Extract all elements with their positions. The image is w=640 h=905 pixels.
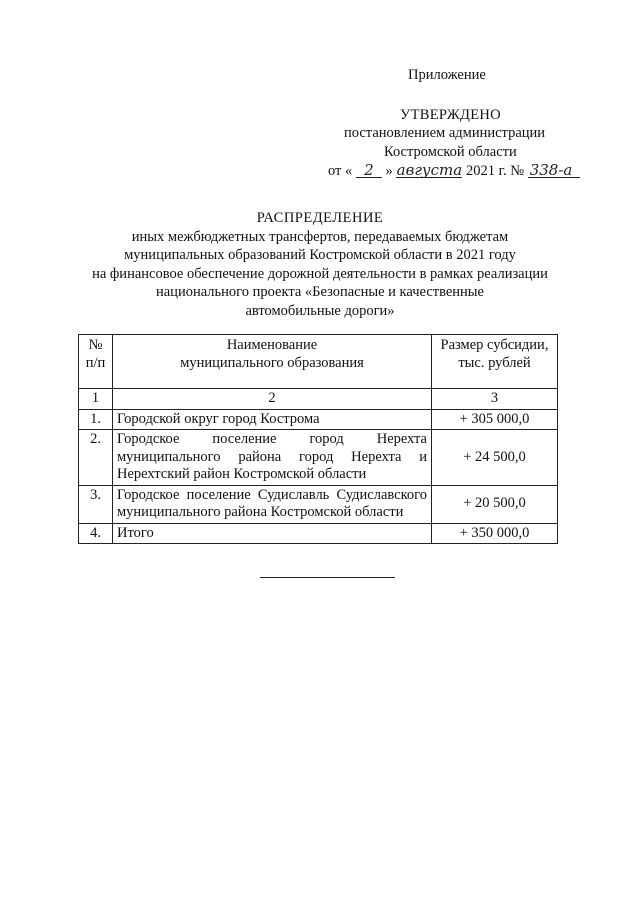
appendix-label: Приложение <box>408 67 486 83</box>
row-name: Городское поселение Судиславль Судиславского муниципального района Костромской области <box>113 485 432 523</box>
header-name-line: муниципального образования <box>180 354 364 371</box>
table-header-row <box>79 335 558 389</box>
document-title <box>60 209 580 321</box>
row-num: 3. <box>79 485 113 523</box>
header-num-line: п/п <box>85 354 106 371</box>
date-mid: » <box>385 163 393 179</box>
table-row-total <box>79 523 558 544</box>
row-num: 2. <box>79 430 113 486</box>
row-amount: + 305 000,0 <box>432 409 558 430</box>
date-day-handwritten: 2 <box>356 163 382 178</box>
approval-authority: постановлением администрации <box>344 125 546 141</box>
colnum-3: 3 <box>432 389 558 410</box>
row-num: 4. <box>79 523 113 544</box>
distribution-table <box>78 334 558 544</box>
header-num-line: № <box>88 337 103 353</box>
row-amount: + 24 500,0 <box>432 430 558 486</box>
header-name-line: Наименование <box>226 337 318 353</box>
header-amount-line: тыс. рублей <box>458 354 531 371</box>
header-name <box>113 335 432 389</box>
row-amount: + 20 500,0 <box>432 485 558 523</box>
header-num <box>79 335 113 389</box>
title-line: автомобильные дороги» <box>245 302 395 319</box>
row-num: 1. <box>79 409 113 430</box>
title-main: РАСПРЕДЕЛЕНИЕ <box>256 210 384 226</box>
date-prefix: от « <box>328 163 353 179</box>
date-year: 2021 г. № <box>466 163 525 179</box>
header-amount <box>432 335 558 389</box>
row-name: Городской округ город Кострома <box>113 409 432 430</box>
date-month-handwritten: августа <box>396 161 463 179</box>
row-name: Городское поселение город Нерехта муниципального района город Нерехта и Нерехтский район Костромской области <box>113 430 432 486</box>
decree-number-handwritten: 338-а <box>528 163 580 178</box>
title-line: на финансовое обеспечение дорожной деятельности в рамках реализации <box>92 265 548 282</box>
table-row <box>79 409 558 430</box>
colnum-1: 1 <box>79 389 113 410</box>
header-amount-line: Размер субсидии, <box>440 337 549 353</box>
title-line: муниципальных образований Костромской области в 2021 году <box>124 247 516 264</box>
approved-label: УТВЕРЖДЕНО <box>400 107 501 123</box>
title-line: иных межбюджетных трансфертов, передаваемых бюджетам <box>131 228 509 245</box>
approval-date-line <box>328 162 580 184</box>
approval-region: Костромской области <box>384 144 517 160</box>
table-row <box>79 430 558 486</box>
title-line: национального проекта «Безопасные и качественные <box>155 284 484 301</box>
column-number-row <box>79 389 558 410</box>
closing-divider <box>260 577 395 578</box>
colnum-2: 2 <box>113 389 432 410</box>
row-name: Итого <box>113 523 432 544</box>
row-amount: + 350 000,0 <box>432 523 558 544</box>
table-row <box>79 485 558 523</box>
